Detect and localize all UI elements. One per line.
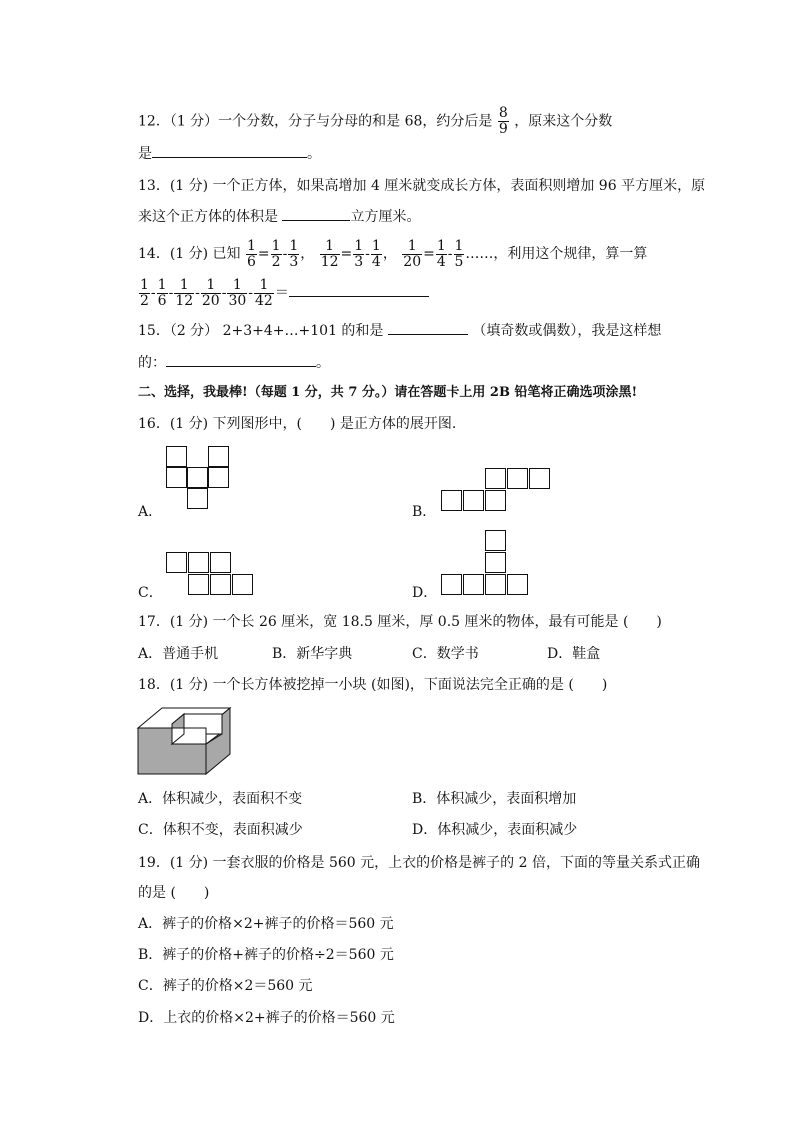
q15-text-c: 的： bbox=[138, 355, 166, 371]
question-19-line2: 的是 ( ) bbox=[138, 885, 210, 901]
question-13-line1: 13．(1 分) 一个正方体，如果高增加 4 厘米就变成长方体，表面积则增加 96 平方厘米，原 bbox=[138, 178, 706, 194]
q12-text-b: ，原来这个分数 bbox=[514, 113, 613, 130]
q14-text-a: 14．(1 分) 已知 bbox=[138, 246, 241, 262]
q14-rule-3-r2: $\frac{1}{5}$ bbox=[454, 237, 464, 270]
q13-text-b: 来这个正方体的体积是 bbox=[138, 209, 278, 225]
q18-cuboid-figure bbox=[136, 704, 236, 778]
question-17-stem: 17．(1 分) 一个长 26 厘米，宽 18.5 厘米，厚 0.5 厘米的物体，最有可能是 ( ) bbox=[138, 614, 662, 630]
q16-option-d-label[interactable]: D． bbox=[412, 585, 438, 601]
question-13-line2 bbox=[138, 206, 420, 227]
question-19-line1: 19．(1 分) 一套衣服的价格是 560 元，上衣的价格是裤子的 2 倍，下面的等量关系式正确 bbox=[138, 855, 700, 871]
q13-text-c: 立方厘米。 bbox=[350, 209, 421, 225]
q16-option-a-net[interactable] bbox=[166, 446, 234, 514]
q15-text-a: 15．（2 分） 2+3+4+…+101 的和是 bbox=[138, 323, 384, 339]
question-15-line1 bbox=[138, 320, 661, 341]
q15-text-d: 。 bbox=[316, 355, 330, 371]
q19-option-a[interactable]: A．裤子的价格×2+裤子的价格＝560 元 bbox=[138, 916, 394, 932]
section-2-heading: 二、选择，我最棒!（每题 1 分，共 7 分。）请在答题卡上用 2B 铅笔将正确选项涂黑! bbox=[138, 385, 638, 400]
q16-option-d-net[interactable] bbox=[441, 530, 531, 598]
q14-rule-3-r1: $\frac{1}{4}$ bbox=[436, 237, 446, 270]
q16-option-c-label[interactable]: C． bbox=[138, 585, 163, 601]
q14-rule-2-r2: $\frac{1}{4}$ bbox=[371, 237, 381, 270]
q17-option-b[interactable]: B．新华字典 bbox=[272, 646, 353, 662]
q15-answer-blank-1[interactable] bbox=[388, 320, 468, 335]
question-15-line2 bbox=[138, 352, 330, 373]
q16-option-b-label[interactable]: B． bbox=[412, 504, 437, 520]
q12-text-c: 是 bbox=[138, 146, 152, 162]
q14-term-6: $\frac{1}{42}$ bbox=[255, 276, 273, 309]
question-14-line2: $\frac{1}{2}$ - $\frac{1}{6}$ - $\frac{1}{12}$ - $\frac{1}{20}$ - $\frac{1}{30}$ - $\frac{1}{42}$ ＝ bbox=[138, 277, 429, 309]
q15-text-b: （填奇数或偶数），我是这样想 bbox=[472, 323, 662, 339]
q12-text-a: 12．（1 分）一个分数，分子与分母的和是 68，约分后是 bbox=[138, 113, 493, 130]
q16-option-c-net[interactable] bbox=[166, 552, 256, 598]
q18-option-b[interactable]: B．体积减少，表面积增加 bbox=[412, 791, 577, 807]
q14-rule-1-r2: $\frac{1}{3}$ bbox=[289, 237, 299, 270]
question-18-stem: 18．(1 分) 一个长方体被挖掉一小块 (如图)，下面说法完全正确的是 ( ) bbox=[138, 677, 608, 693]
q15-answer-blank-2[interactable] bbox=[166, 352, 316, 367]
q13-answer-blank[interactable] bbox=[282, 206, 350, 221]
q17-option-c[interactable]: C．数学书 bbox=[412, 646, 479, 662]
q14-rule-1-r1: $\frac{1}{2}$ bbox=[271, 237, 281, 270]
question-14-line1: 14．(1 分) 已知 $\frac{1}{6}$ = $\frac{1}{2}$ - $\frac{1}{3}$ ， $\frac{1}{12}$ = $\frac{1}{3}$ - $\frac{1}{4}$ ， $\frac{1}{20}$ = $\frac{1}{4}$ - $\frac{1}{5}$ ……，利用这个规律，算一算 bbox=[138, 237, 648, 270]
q19-option-c[interactable]: C．裤子的价格×2＝560 元 bbox=[138, 978, 313, 994]
q17-option-a[interactable]: A．普通手机 bbox=[138, 646, 219, 662]
q18-option-a[interactable]: A．体积减少，表面积不变 bbox=[138, 791, 303, 807]
q14-term-2: $\frac{1}{6}$ bbox=[157, 276, 167, 309]
q14-rule-1-left: $\frac{1}{6}$ bbox=[247, 237, 256, 270]
q14-rule-2-left: $\frac{1}{12}$ bbox=[320, 237, 339, 270]
q16-option-a-label[interactable]: A． bbox=[138, 504, 163, 520]
q14-rule-3-left: $\frac{1}{20}$ bbox=[403, 237, 422, 270]
question-16-stem: 16．(1 分) 下列图形中，( ) 是正方体的展开图. bbox=[138, 416, 457, 432]
q14-tail: ……，利用这个规律，算一算 bbox=[465, 246, 648, 262]
question-12-line2 bbox=[138, 143, 321, 164]
q14-term-4: $\frac{1}{20}$ bbox=[201, 276, 220, 309]
q19-option-b[interactable]: B．裤子的价格+裤子的价格÷2＝560 元 bbox=[138, 947, 394, 963]
q14-term-1: $\frac{1}{2}$ bbox=[140, 276, 149, 309]
q12-fraction: $\frac{8}{9}$ bbox=[498, 105, 508, 137]
q14-term-5: $\frac{1}{30}$ bbox=[228, 276, 247, 309]
q18-option-d[interactable]: D．体积减少，表面积减少 bbox=[412, 822, 578, 838]
q14-answer-blank[interactable] bbox=[289, 282, 429, 297]
q14-term-3: $\frac{1}{12}$ bbox=[175, 276, 194, 309]
q12-text-d: 。 bbox=[307, 146, 321, 162]
question-12-line1 bbox=[138, 106, 612, 137]
q12-answer-blank[interactable] bbox=[152, 143, 307, 158]
q14-rule-2-r1: $\frac{1}{3}$ bbox=[354, 237, 364, 270]
q17-option-d[interactable]: D．鞋盒 bbox=[547, 646, 601, 662]
q18-option-c[interactable]: C．体积不变，表面积减少 bbox=[138, 822, 303, 838]
q16-option-b-net[interactable] bbox=[441, 468, 553, 514]
q19-option-d[interactable]: D．上衣的价格×2+裤子的价格＝560 元 bbox=[138, 1010, 395, 1026]
